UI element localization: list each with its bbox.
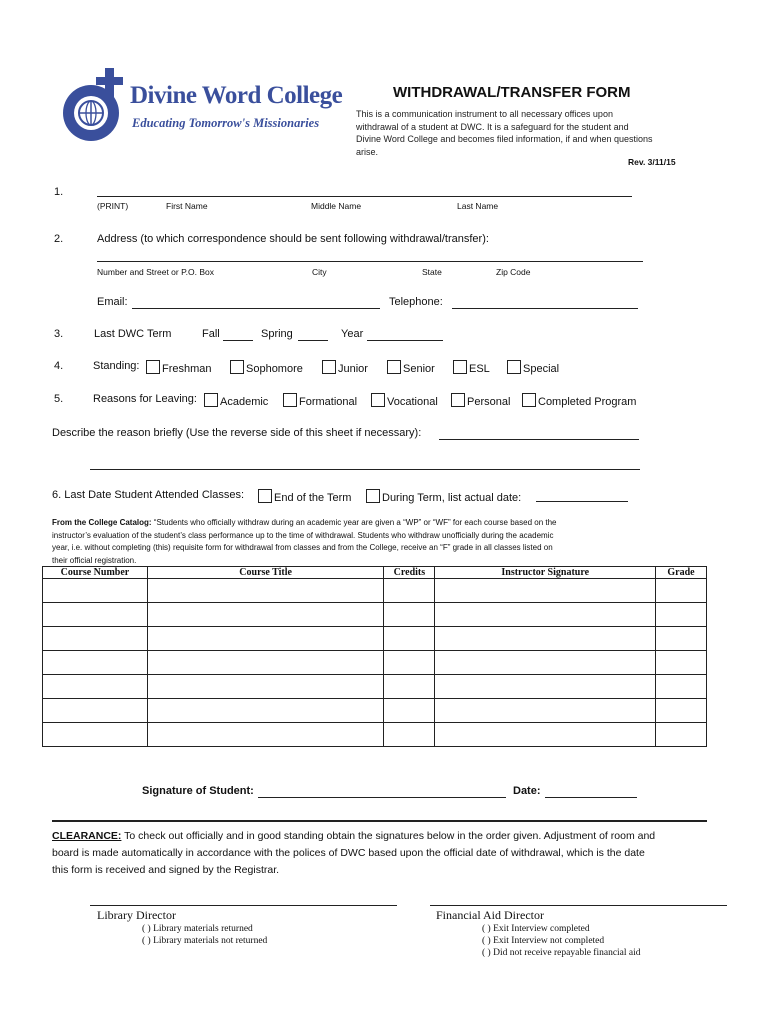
table-cell[interactable] [43, 651, 148, 675]
during-term-checkbox[interactable] [366, 489, 380, 503]
catalog-line-1: “Students who officially withdraw during an academic year are given a “WP” or “WF” for each course based on the [151, 518, 557, 527]
email-field[interactable] [132, 308, 380, 309]
table-cell[interactable] [147, 627, 384, 651]
standing-sophomore[interactable]: Sophomore [230, 360, 303, 375]
reason-academic[interactable]: Academic [204, 393, 268, 408]
table-row [43, 699, 707, 723]
telephone-label: Telephone: [389, 296, 443, 308]
catalog-line-3: year, i.e. without completing (this) requisite form for withdrawal from classes and from the College, receive an “F” grade in all classes listed on [52, 543, 553, 552]
table-cell[interactable] [656, 579, 707, 603]
reasons-label: Reasons for Leaving: [93, 393, 197, 405]
reason-vocational[interactable]: Vocational [371, 393, 438, 408]
first-name-label: First Name [166, 201, 208, 211]
table-row [43, 675, 707, 699]
table-cell[interactable] [147, 603, 384, 627]
library-director-title: Library Director [97, 908, 176, 922]
revision-date: Rev. 3/11/15 [628, 157, 676, 167]
table-cell[interactable] [43, 723, 148, 747]
student-signature-label: Signature of Student: [142, 785, 254, 797]
catalog-lead: From the College Catalog: [52, 518, 152, 527]
esl-checkbox[interactable] [453, 360, 467, 374]
table-cell[interactable] [147, 675, 384, 699]
table-row [43, 723, 707, 747]
academic-checkbox[interactable] [204, 393, 218, 407]
table-cell[interactable] [435, 627, 656, 651]
clearance-line-1: To check out officially and in good standing obtain the signatures below in the order given. Adjustment of room and [121, 830, 656, 842]
table-cell[interactable] [384, 603, 435, 627]
standing-freshman[interactable]: Freshman [146, 360, 212, 375]
dwc-emblem-icon [58, 68, 133, 148]
table-cell[interactable] [435, 723, 656, 747]
during-term-option[interactable]: During Term, list actual date: [366, 489, 521, 504]
describe-field-2[interactable] [90, 469, 640, 470]
fall-label: Fall [202, 328, 220, 340]
table-cell[interactable] [43, 579, 148, 603]
city-label: City [312, 267, 327, 277]
describe-label: Describe the reason briefly (Use the reverse side of this sheet if necessary): [52, 427, 422, 439]
form-description: This is a communication instrument to all necessary offices upon withdrawal of a student at DWC. It is a safeguard for the student and Divine Word College and becomes filed information, if and when questions arise. [356, 109, 653, 157]
table-cell[interactable] [656, 723, 707, 747]
freshman-checkbox[interactable] [146, 360, 160, 374]
college-logo [52, 48, 343, 158]
table-cell[interactable] [147, 651, 384, 675]
address-label: Address (to which correspondence should be sent following withdrawal/transfer): [97, 233, 489, 245]
instructor-signature-header: Instructor Signature [435, 567, 656, 579]
special-checkbox[interactable] [507, 360, 521, 374]
table-cell[interactable] [147, 699, 384, 723]
course-number-header: Course Number [43, 567, 148, 579]
table-cell[interactable] [384, 675, 435, 699]
catalog-line-4: their official registration. [52, 555, 137, 565]
table-row [43, 603, 707, 627]
credits-header: Credits [384, 567, 435, 579]
senior-checkbox[interactable] [387, 360, 401, 374]
address-line[interactable] [97, 261, 643, 262]
formational-checkbox[interactable] [283, 393, 297, 407]
table-cell[interactable] [656, 675, 707, 699]
email-label: Email: [97, 296, 128, 308]
item3-number: 3. [54, 328, 64, 340]
table-cell[interactable] [435, 699, 656, 723]
last-date-label: 6. Last Date Student Attended Classes: [52, 489, 245, 501]
table-cell[interactable] [384, 651, 435, 675]
personal-checkbox[interactable] [451, 393, 465, 407]
during-term-date-field[interactable] [536, 501, 628, 502]
table-cell[interactable] [43, 603, 148, 627]
state-label: State [422, 267, 442, 277]
table-cell[interactable] [384, 579, 435, 603]
fall-field[interactable] [223, 340, 253, 341]
standing-label: Standing: [93, 360, 140, 372]
table-cell[interactable] [435, 675, 656, 699]
table-cell[interactable] [656, 651, 707, 675]
table-cell[interactable] [656, 603, 707, 627]
table-cell[interactable] [435, 603, 656, 627]
last-term-label: Last DWC Term [94, 328, 172, 340]
course-table-header [43, 567, 707, 579]
print-label: (PRINT) [97, 201, 129, 211]
reason-completed-program[interactable]: Completed Program [522, 393, 636, 408]
completed-program-checkbox[interactable] [522, 393, 536, 407]
signature-date-label: Date: [513, 785, 541, 797]
financial-aid-item-no-repayable: ( ) Did not receive repayable financial aid [482, 948, 641, 958]
standing-esl[interactable]: ESL [453, 360, 490, 375]
junior-checkbox[interactable] [322, 360, 336, 374]
standing-senior[interactable]: Senior [387, 360, 435, 375]
spring-label: Spring [261, 328, 293, 340]
logo-name: Divine Word College [130, 82, 343, 109]
end-of-term-checkbox[interactable] [258, 489, 272, 503]
item4-number: 4. [54, 360, 64, 372]
table-cell[interactable] [147, 579, 384, 603]
table-cell[interactable] [43, 699, 148, 723]
logo-tagline: Educating Tomorrow's Missionaries [132, 116, 320, 130]
table-cell[interactable] [43, 675, 148, 699]
divider [52, 820, 707, 822]
signature-date-field[interactable] [545, 797, 637, 798]
spring-field[interactable] [298, 340, 328, 341]
year-label: Year [341, 328, 364, 340]
describe-field-1[interactable] [439, 439, 639, 440]
end-of-term-option[interactable]: End of the Term [258, 489, 351, 504]
vocational-checkbox[interactable] [371, 393, 385, 407]
table-cell[interactable] [384, 699, 435, 723]
zip-label: Zip Code [496, 267, 531, 277]
table-cell[interactable] [384, 627, 435, 651]
item5-number: 5. [54, 393, 64, 405]
table-row [43, 651, 707, 675]
financial-aid-item-completed: ( ) Exit Interview completed [482, 924, 590, 934]
library-item-returned: ( ) Library materials returned [142, 924, 253, 934]
table-cell[interactable] [435, 579, 656, 603]
clearance-line-2: board is made automatically in accordance with the polices of DWC based upon the official date of withdrawal, which is the date [52, 847, 645, 859]
sophomore-checkbox[interactable] [230, 360, 244, 374]
table-cell[interactable] [43, 627, 148, 651]
clearance-heading: CLEARANCE: [52, 830, 122, 842]
library-signature-line[interactable] [90, 905, 397, 906]
table-cell[interactable] [656, 627, 707, 651]
table-cell[interactable] [656, 699, 707, 723]
library-item-not-returned: ( ) Library materials not returned [142, 936, 268, 946]
name-line[interactable] [97, 196, 632, 197]
item2-number: 2. [54, 233, 64, 245]
catalog-line-2: instructor’s evaluation of the student’s class performance up to the time of withdrawal. Students who withdraw unofficially during the academic [52, 530, 554, 540]
form-title: WITHDRAWAL/TRANSFER FORM [393, 84, 631, 101]
standing-special[interactable]: Special [507, 360, 559, 375]
financial-aid-item-not-completed: ( ) Exit Interview not completed [482, 936, 605, 946]
telephone-field[interactable] [452, 308, 638, 309]
year-field[interactable] [367, 340, 443, 341]
financial-aid-signature-line[interactable] [430, 905, 727, 906]
street-label: Number and Street or P.O. Box [97, 267, 215, 277]
reason-formational[interactable]: Formational [283, 393, 357, 408]
table-cell[interactable] [384, 723, 435, 747]
item1-number: 1. [54, 186, 64, 198]
table-cell[interactable] [147, 723, 384, 747]
table-row [43, 579, 707, 603]
middle-name-label: Middle Name [311, 201, 362, 211]
standing-junior[interactable]: Junior [322, 360, 368, 375]
table-cell[interactable] [435, 651, 656, 675]
student-signature-field[interactable] [258, 797, 506, 798]
clearance-line-3: this form is received and signed by the Registrar. [52, 864, 280, 876]
course-table [42, 566, 707, 747]
last-name-label: Last Name [457, 201, 499, 211]
reason-personal[interactable]: Personal [451, 393, 510, 408]
course-title-header: Course Title [147, 567, 384, 579]
financial-aid-director-title: Financial Aid Director [436, 908, 544, 922]
grade-header: Grade [656, 567, 707, 579]
table-row [43, 627, 707, 651]
